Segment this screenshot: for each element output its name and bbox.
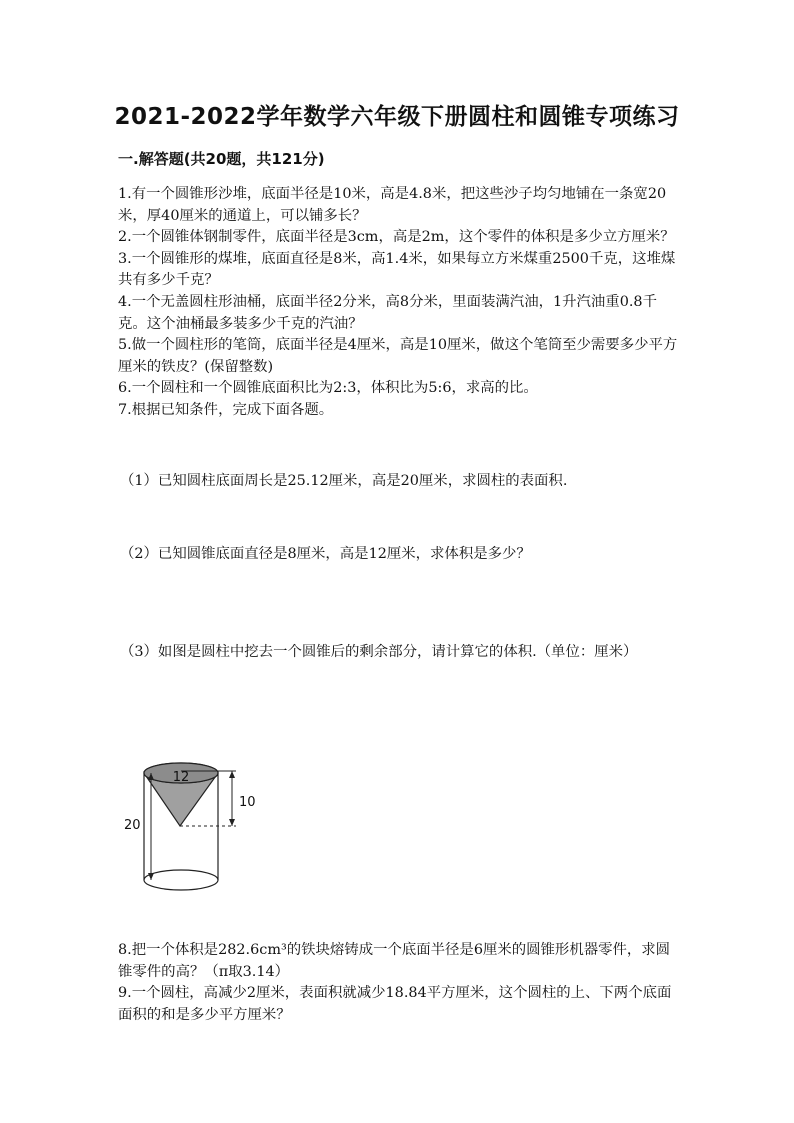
diameter-label: 12 <box>172 770 190 785</box>
cylinder-cone-figure <box>118 758 268 903</box>
question-6: 6.一个圆柱和一个圆锥底面积比为2:3，体积比为5:6，求高的比。 <box>118 380 538 397</box>
cone-height-arrow-bottom <box>229 819 235 826</box>
cone-height-label: 10 <box>239 795 256 810</box>
subquestion-3: （3）如图是圆柱中挖去一个圆锥后的剩余部分，请计算它的体积.（单位：厘米） <box>120 644 638 660</box>
question-7: 7.根据已知条件，完成下面各题。 <box>118 401 334 418</box>
question-1: 1.有一个圆锥形沙堆，底面半径是10米，高是4.8米，把这些沙子均匀地铺在一条宽20米，厚40厘米的通道上，可以铺多长？ <box>118 186 667 224</box>
subquestion-2: （2）已知圆锥底面直径是8厘米，高是12厘米，求体积是多少？ <box>120 546 531 562</box>
question-8: 8.把一个体积是282.6cm³的铁块熔铸成一个底面半径是6厘米的圆锥形机器零件，求圆锥零件的高？（π取3.14） <box>118 942 671 980</box>
cone-height-arrow-top <box>229 771 235 778</box>
question-3: 3.一个圆锥形的煤堆，底面直径是8米，高1.4米，如果每立方米煤重2500千克，这堆煤共有多少千克？ <box>118 250 676 289</box>
section-heading: 一.解答题(共20题，共121分) <box>118 150 325 168</box>
cylinder-height-arrow-bottom <box>148 873 154 880</box>
question-4: 4.一个无盖圆柱形油桶，底面半径2分米，高8分米，里面装满汽油，1升汽油重0.8千克。这个油桶最多装多少千克的汽油？ <box>118 293 657 332</box>
question-9: 9.一个圆柱，高减少2厘米，表面积就减少18.84平方厘米，这个圆柱的上、下两个底面面积的和是多少平方厘米？ <box>118 985 672 1023</box>
question-5: 5.做一个圆柱形的笔筒，底面半径是4厘米，高是10厘米，做这个笔筒至少需要多少平方厘米的铁皮？(保留整数) <box>118 337 678 375</box>
cylinder-bottom-ellipse <box>144 870 218 890</box>
cylinder-height-label: 20 <box>124 818 141 833</box>
page-title: 2021-2022学年数学六年级下册圆柱和圆锥专项练习 <box>114 104 680 130</box>
question-list-2 <box>118 940 678 1026</box>
question-list-1 <box>118 184 678 422</box>
subquestion-1: （1）已知圆柱底面周长是25.12厘米，高是20厘米，求圆柱的表面积. <box>120 473 568 489</box>
question-2: 2.一个圆锥体钢制零件，底面半径是3cm，高是2m，这个零件的体积是多少立方厘米？ <box>118 229 675 246</box>
